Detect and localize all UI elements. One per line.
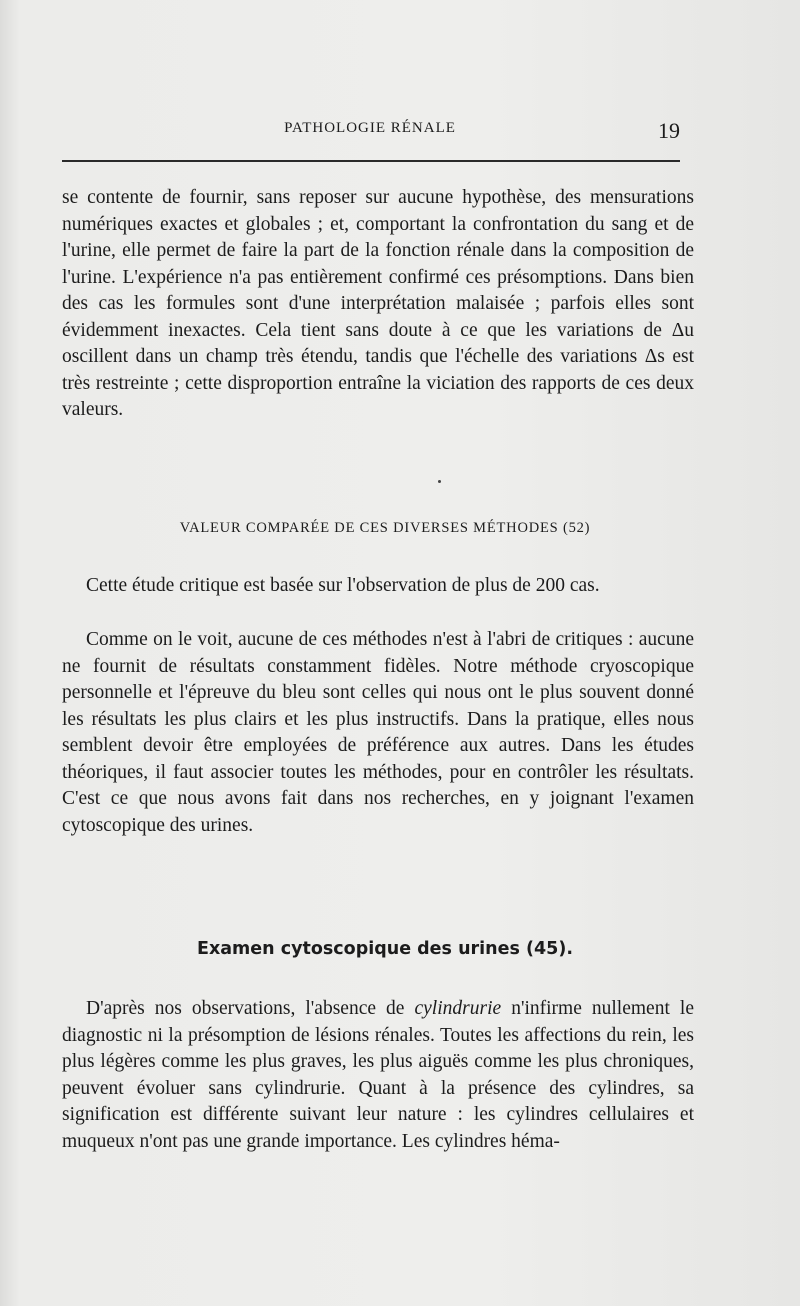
paragraph-text (62, 996, 694, 1155)
subsection-heading: Examen cytoscopique des urines (45). (197, 939, 573, 959)
body-paragraph (62, 627, 694, 839)
paragraph-text: se contente de fournir, sans reposer sur aucune hypothèse, des mensurations numériques exactes et globales ; et, comportant la confrontation du sang et de l'urine, elle permet de faire la part de la fonction rénale dans la composition de l'urine. L'expérience n'a pas entièrement confirmé ces présomptions. Dans bien des cas les formules sont d'une interprétation malaisée ; parfois elles sont évidemment inexactes. Cela tient sans doute à ce que les variations de Δu oscillent dans un champ très étendu, tandis que l'échelle des variations Δs est très restreinte ; cette disproportion entraîne la viciation des rapports de ces deux valeurs. (62, 187, 694, 420)
body-paragraph (62, 185, 694, 424)
italic-term: cylindrurie (414, 998, 502, 1019)
paragraph-text: Comme on le voit, aucune de ces méthodes n'est à l'abri de critiques : aucune ne fournit de résultats constamment fidèles. Notre méthode cryoscopique personnelle et l'épreuve du bleu sont celles qui nous ont le plus souvent donné les résultats les plus clairs et les plus instructifs. Dans la pratique, elles nous semblent devoir être employées de préférence aux autres. Dans les études théoriques, il faut associer toutes les méthodes, pour en contrôler les résultats. C'est ce que nous avons fait dans nos recherches, en y joignant l'examen cytoscopique des urines. (62, 629, 694, 836)
paragraph-text-start: D'après nos observations, l'absence de (86, 998, 415, 1019)
body-paragraph (62, 573, 694, 600)
header-rule (62, 160, 680, 162)
ink-dot (438, 480, 441, 483)
paragraph-text: Cette étude critique est basée sur l'observation de plus de 200 cas. (86, 575, 600, 596)
paragraph-text-end: n'infirme nullement le diagnostic ni la présomption de lésions rénales. Toutes les affections du rein, les plus légères comme les plus graves, les plus aiguës comme les plus chroniques, peuvent évoluer sans cylindrurie. Quant à la présence des cylindres, sa signification est différente suivant leur nature : les cylindres cellulaires et muqueux n'ont pas une grande importance. Les cylindres héma- (62, 998, 694, 1152)
running-title: PATHOLOGIE RÉNALE (284, 120, 456, 136)
section-heading: VALEUR COMPARÉE DE CES DIVERSES MÉTHODES (52) (179, 520, 591, 536)
body-paragraph (62, 996, 694, 1155)
page-number: 19 (658, 118, 680, 143)
